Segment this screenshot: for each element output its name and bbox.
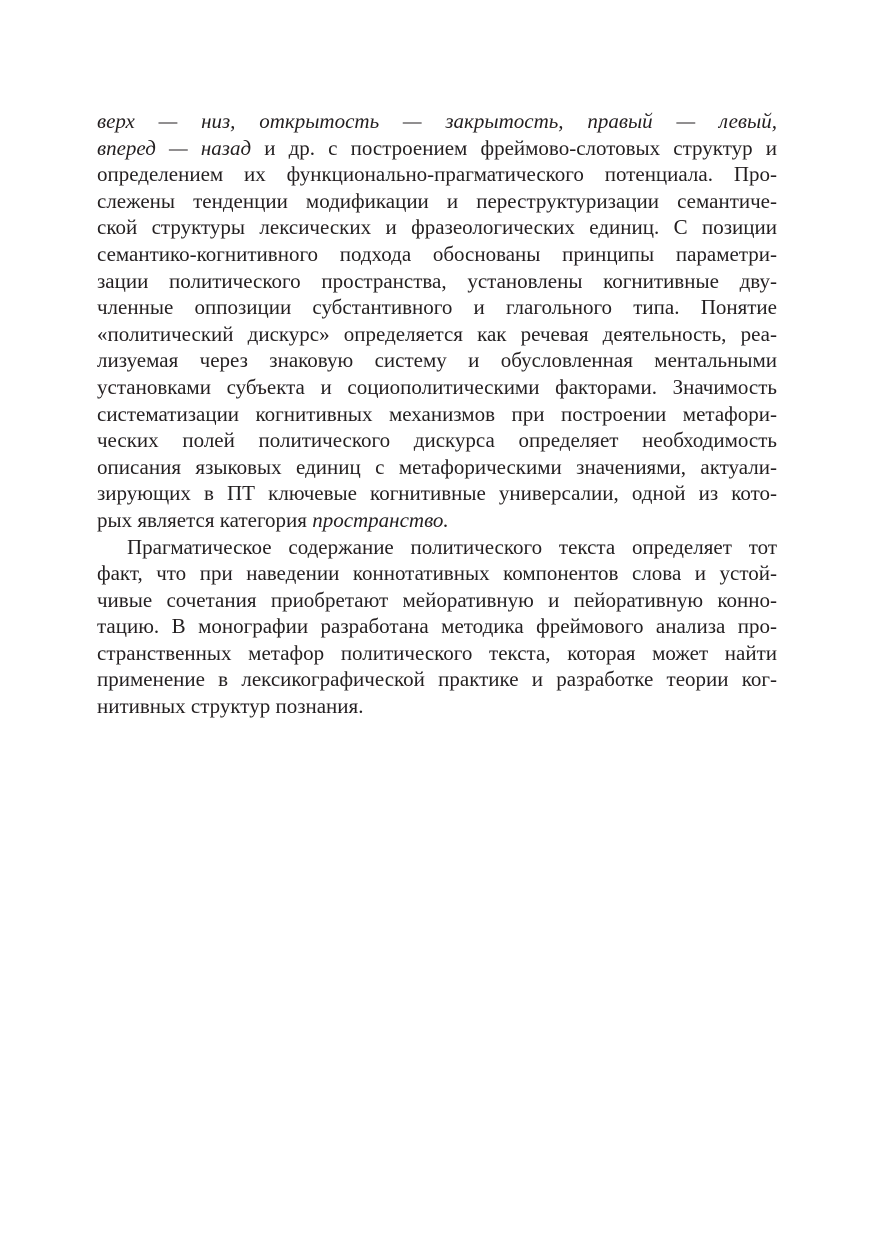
- text-line: [97, 347, 777, 374]
- text-line: [97, 161, 777, 188]
- text-line: [97, 666, 777, 693]
- text-segment: лизуемая через знаковую систему и обусловленная ментальными: [97, 348, 777, 373]
- text-line: [97, 188, 777, 215]
- italic-text: пространство.: [312, 507, 449, 532]
- paragraph: [97, 108, 777, 534]
- text-segment: Прагматическое содержание политического текста определяет тот: [127, 534, 777, 559]
- italic-text: верх — низ, открытость — закрытость, правый — левый,: [97, 109, 777, 133]
- body-text: [97, 108, 777, 720]
- text-segment: и др. с построением фреймово-слотовых структур и: [251, 135, 777, 160]
- text-line: [97, 214, 777, 241]
- text-segment: рых является категория: [97, 507, 313, 532]
- text-line: [97, 374, 777, 401]
- text-line: [97, 507, 777, 534]
- text-line: [97, 401, 777, 428]
- text-line: [97, 135, 777, 162]
- text-segment: ской структуры лексических и фразеологических единиц. С позиции: [97, 215, 777, 240]
- text-segment: странственных метафор политического текста, которая может найти: [97, 640, 777, 665]
- text-line: [97, 427, 777, 454]
- text-segment: определением их функционально-прагматического потенциала. Про-: [97, 162, 777, 187]
- text-segment: чивые сочетания приобретают мейоративную и пейоративную конно-: [97, 587, 777, 612]
- text-line: [97, 640, 777, 667]
- text-line: [97, 534, 777, 561]
- text-line: [97, 587, 777, 614]
- text-segment: «политический дискурс» определяется как речевая деятельность, реа-: [97, 321, 777, 346]
- text-line: [97, 480, 777, 507]
- text-line: [97, 454, 777, 481]
- text-segment: членные оппозиции субстантивного и глагольного типа. Понятие: [97, 295, 777, 320]
- text-line: [97, 268, 777, 295]
- text-line: [97, 693, 777, 720]
- text-line: [97, 321, 777, 348]
- italic-text: вперед — назад: [97, 135, 252, 160]
- text-segment: тацию. В монографии разработана методика фреймового анализа про-: [97, 614, 777, 639]
- text-line: [97, 613, 777, 640]
- text-segment: систематизации когнитивных механизмов при построении метафори-: [97, 401, 777, 426]
- text-line: [97, 241, 777, 268]
- text-segment: семантико-когнитивного подхода обоснованы принципы параметри-: [97, 241, 777, 266]
- text-segment: зирующих в ПТ ключевые когнитивные универсалии, одной из кото-: [97, 481, 777, 506]
- paragraph: [97, 534, 777, 720]
- text-segment: слежены тенденции модификации и переструктуризации семантиче-: [97, 188, 777, 213]
- text-segment: применение в лексикографической практике и разработке теории ког-: [97, 667, 777, 692]
- text-segment: установками субъекта и социополитическими факторами. Значимость: [97, 374, 777, 399]
- text-line: [97, 560, 777, 587]
- text-segment: ческих полей политического дискурса определяет необходимость: [97, 428, 777, 453]
- text-segment: нитивных структур познания.: [97, 694, 364, 719]
- text-line: [97, 108, 777, 135]
- text-segment: зации политического пространства, установлены когнитивные дву-: [97, 268, 777, 293]
- text-line: [97, 294, 777, 321]
- text-segment: факт, что при наведении коннотативных компонентов слова и устой-: [97, 561, 777, 586]
- text-segment: описания языковых единиц с метафорическими значениями, актуали-: [97, 454, 777, 479]
